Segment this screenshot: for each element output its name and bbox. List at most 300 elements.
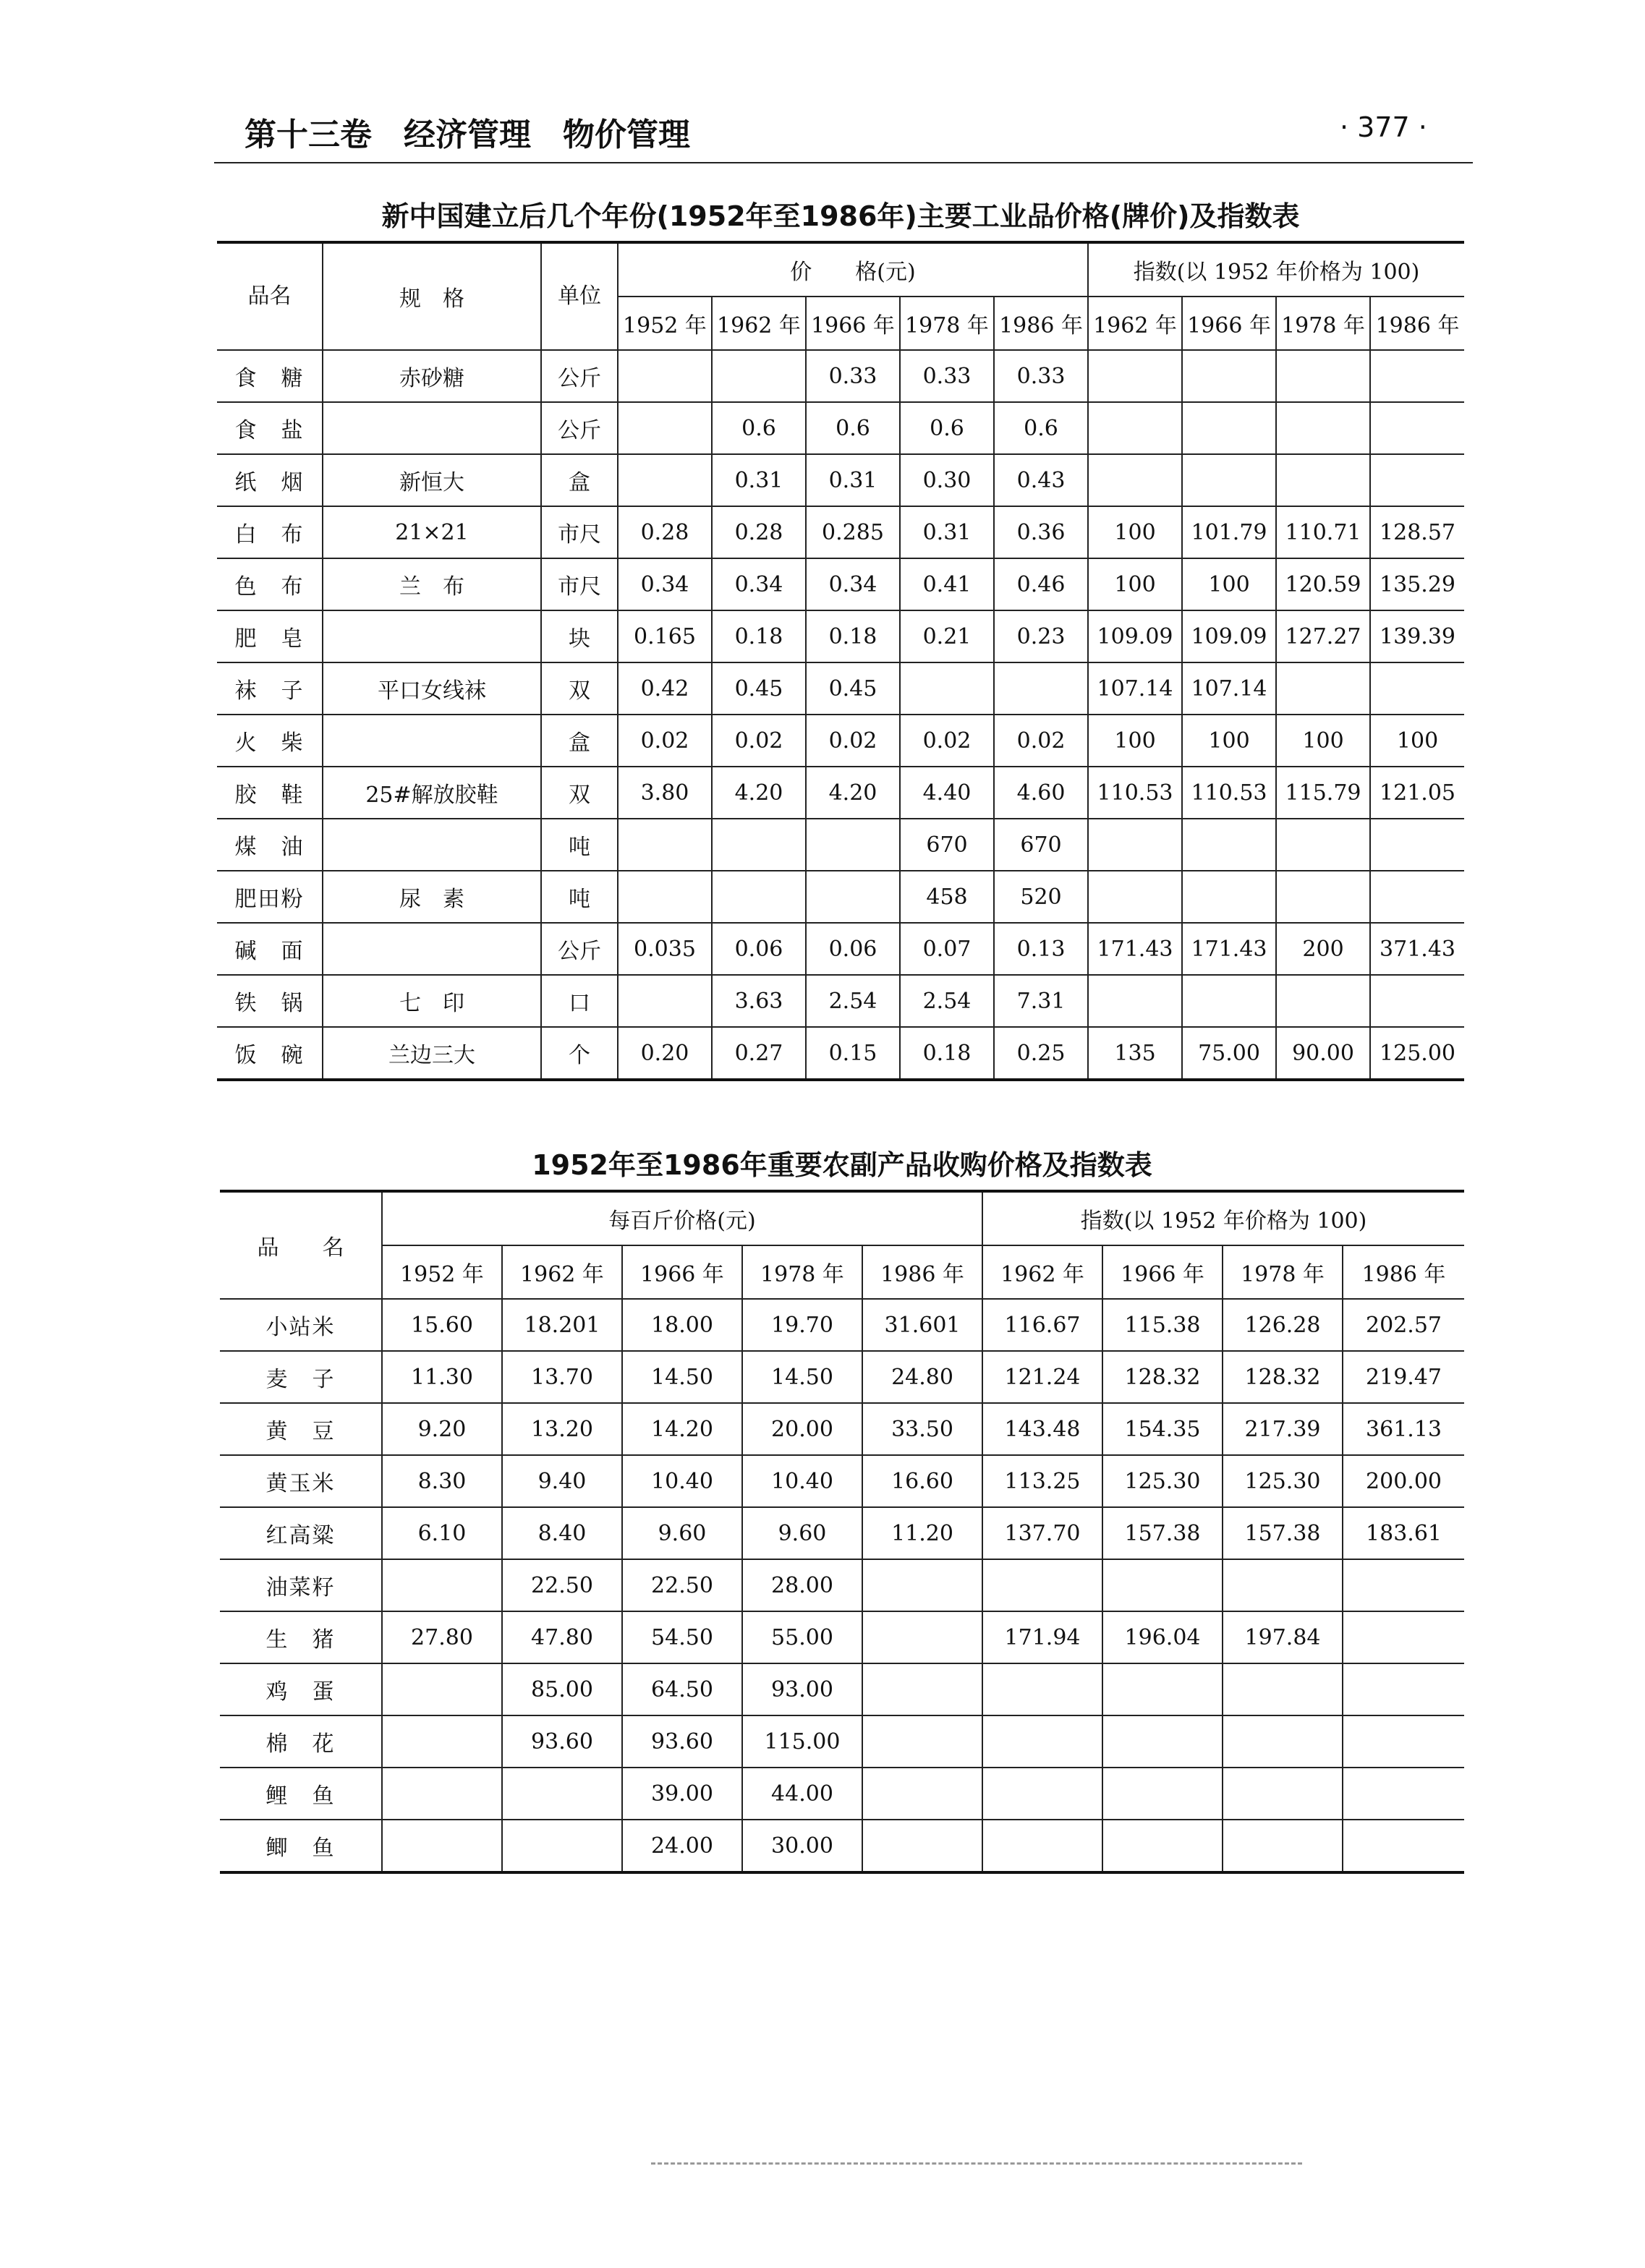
cell-i1986 [1343,1611,1464,1663]
cell-name: 火 柴 [217,715,323,767]
cell-i1966 [1102,1768,1223,1820]
cell-i1962 [982,1559,1102,1611]
cell-i1986: 128.57 [1370,506,1464,558]
cell-i1978: 127.27 [1276,610,1370,662]
cell-p1962 [712,819,806,871]
col-header-index-year: 1966 年 [1102,1245,1223,1299]
cell-p1962: 8.40 [502,1507,622,1559]
cell-name: 纸 烟 [217,454,323,506]
cell-spec: 新恒大 [323,454,541,506]
cell-p1952 [382,1559,502,1611]
cell-p1966: 54.50 [622,1611,742,1663]
cell-spec [323,819,541,871]
cell-p1986: 7.31 [994,975,1088,1027]
cell-i1986: 100 [1370,715,1464,767]
col-header-price-group: 价 格(元) [618,242,1088,297]
cell-p1986: 24.80 [862,1351,982,1403]
cell-p1966: 24.00 [622,1820,742,1872]
cell-i1962: 171.94 [982,1611,1102,1663]
cell-name: 红高粱 [220,1507,382,1559]
cell-unit: 吨 [541,871,618,923]
table-row [220,1559,1464,1611]
cell-i1978: 197.84 [1223,1611,1343,1663]
cell-p1978: 2.54 [900,975,994,1027]
cell-i1978 [1276,662,1370,715]
cell-p1962 [712,871,806,923]
cell-i1978 [1223,1663,1343,1715]
cell-spec: 尿 素 [323,871,541,923]
cell-p1978: 30.00 [742,1820,862,1872]
table-row [220,1299,1464,1351]
cell-name: 黄 豆 [220,1403,382,1455]
table-row [217,454,1464,506]
cell-p1966: 9.60 [622,1507,742,1559]
table-row [220,1663,1464,1715]
cell-p1962: 0.02 [712,715,806,767]
cell-i1986: 121.05 [1370,767,1464,819]
cell-p1986 [862,1663,982,1715]
cell-p1966: 0.33 [806,350,900,402]
cell-i1978 [1223,1820,1343,1872]
cell-p1952: 0.28 [618,506,712,558]
cell-i1962 [1088,454,1182,506]
cell-i1966: 115.38 [1102,1299,1223,1351]
cell-p1962: 0.34 [712,558,806,610]
table-row [220,1611,1464,1663]
cell-i1962 [1088,350,1182,402]
cell-i1986: 219.47 [1343,1351,1464,1403]
cell-i1962 [1088,819,1182,871]
cell-i1986 [1370,819,1464,871]
cell-p1952 [618,402,712,454]
cell-i1962: 109.09 [1088,610,1182,662]
cell-p1986: 11.20 [862,1507,982,1559]
cell-p1952: 8.30 [382,1455,502,1507]
cell-i1986: 361.13 [1343,1403,1464,1455]
cell-i1962: 137.70 [982,1507,1102,1559]
cell-p1978: 20.00 [742,1403,862,1455]
cell-spec [323,610,541,662]
cell-unit: 公斤 [541,350,618,402]
cell-i1986 [1343,1820,1464,1872]
col-header-price-year: 1986 年 [994,297,1088,350]
cell-i1978: 157.38 [1223,1507,1343,1559]
col-header-price-year: 1952 年 [382,1245,502,1299]
cell-spec: 25#解放胶鞋 [323,767,541,819]
cell-p1952: 15.60 [382,1299,502,1351]
page-number: · 377 · [1340,111,1427,143]
cell-i1978 [1276,454,1370,506]
cell-p1962: 0.6 [712,402,806,454]
cell-unit: 盒 [541,715,618,767]
cell-p1986: 4.60 [994,767,1088,819]
cell-i1966 [1102,1715,1223,1768]
cell-i1978: 200 [1276,923,1370,975]
table-row [217,1027,1464,1080]
cell-i1962: 171.43 [1088,923,1182,975]
col-header-name: 品 名 [220,1191,382,1299]
cell-p1952: 27.80 [382,1611,502,1663]
cell-name: 鸡 蛋 [220,1663,382,1715]
cell-i1966 [1182,350,1276,402]
cell-name: 小站米 [220,1299,382,1351]
cell-p1966: 2.54 [806,975,900,1027]
cell-p1978: 0.07 [900,923,994,975]
cell-p1978: 0.41 [900,558,994,610]
cell-i1966: 196.04 [1102,1611,1223,1663]
cell-p1978: 670 [900,819,994,871]
cell-i1986: 183.61 [1343,1507,1464,1559]
cell-i1966 [1182,454,1276,506]
cell-i1986: 371.43 [1370,923,1464,975]
cell-i1978: 110.71 [1276,506,1370,558]
cell-p1952: 0.34 [618,558,712,610]
cell-name: 煤 油 [217,819,323,871]
table-row [220,1715,1464,1768]
cell-p1978: 0.6 [900,402,994,454]
cell-i1978 [1276,350,1370,402]
cell-p1966: 39.00 [622,1768,742,1820]
cell-i1962: 121.24 [982,1351,1102,1403]
cell-name: 食 糖 [217,350,323,402]
cell-p1962: 0.18 [712,610,806,662]
table-row [217,975,1464,1027]
cell-p1952 [618,871,712,923]
col-header-price-year: 1978 年 [742,1245,862,1299]
cell-name: 食 盐 [217,402,323,454]
cell-p1952: 3.80 [618,767,712,819]
cell-i1986 [1370,454,1464,506]
cell-i1978 [1276,819,1370,871]
cell-p1962: 18.201 [502,1299,622,1351]
cell-p1962: 3.63 [712,975,806,1027]
cell-p1952: 9.20 [382,1403,502,1455]
cell-i1978: 100 [1276,715,1370,767]
cell-i1986: 200.00 [1343,1455,1464,1507]
cell-p1978: 28.00 [742,1559,862,1611]
cell-spec: 七 印 [323,975,541,1027]
cell-p1978: 0.18 [900,1027,994,1080]
col-header-price-year: 1962 年 [502,1245,622,1299]
cell-unit: 口 [541,975,618,1027]
table2-header-row-2 [220,1245,1464,1299]
cell-p1986: 31.601 [862,1299,982,1351]
cell-p1966: 93.60 [622,1715,742,1768]
cell-i1986 [1343,1715,1464,1768]
running-header-title: 第十三卷 经济管理 物价管理 [245,116,690,153]
cell-unit: 盒 [541,454,618,506]
cell-p1952 [382,1663,502,1715]
cell-i1966: 110.53 [1182,767,1276,819]
cell-p1978: 0.02 [900,715,994,767]
cell-i1966 [1182,871,1276,923]
col-header-index-group: 指数(以 1952 年价格为 100) [982,1191,1464,1245]
cell-p1952 [618,819,712,871]
col-header-index-group: 指数(以 1952 年价格为 100) [1088,242,1464,297]
table1-header-row-1 [217,242,1464,297]
cell-i1986: 125.00 [1370,1027,1464,1080]
cell-name: 麦 子 [220,1351,382,1403]
cell-spec [323,402,541,454]
cell-p1962: 9.40 [502,1455,622,1507]
cell-i1962: 110.53 [1088,767,1182,819]
cell-name: 白 布 [217,506,323,558]
cell-name: 黄玉米 [220,1455,382,1507]
cell-i1966 [1102,1559,1223,1611]
cell-i1966 [1182,975,1276,1027]
cell-i1962 [1088,871,1182,923]
cell-name: 袜 子 [217,662,323,715]
cell-p1966: 14.20 [622,1403,742,1455]
cell-p1986: 520 [994,871,1088,923]
cell-i1986 [1343,1663,1464,1715]
cell-i1962: 107.14 [1088,662,1182,715]
cell-p1966 [806,871,900,923]
cell-name: 饭 碗 [217,1027,323,1080]
cell-i1978: 115.79 [1276,767,1370,819]
cell-p1978: 0.30 [900,454,994,506]
cell-p1962 [712,350,806,402]
cell-i1966: 107.14 [1182,662,1276,715]
table-row [217,819,1464,871]
col-header-price-group: 每百斤价格(元) [382,1191,982,1245]
scan-artifact-line [651,2162,1302,2165]
col-header-unit: 单位 [541,242,618,350]
cell-p1966: 10.40 [622,1455,742,1507]
cell-p1986: 0.33 [994,350,1088,402]
cell-p1966: 0.285 [806,506,900,558]
cell-p1966: 64.50 [622,1663,742,1715]
cell-p1986 [862,1611,982,1663]
cell-i1978: 126.28 [1223,1299,1343,1351]
cell-i1966: 154.35 [1102,1403,1223,1455]
col-header-price-year: 1978 年 [900,297,994,350]
table2-title: 1952年至1986年重要农副产品收购价格及指数表 [532,1149,1152,1181]
col-header-price-year: 1986 年 [862,1245,982,1299]
cell-name: 肥田粉 [217,871,323,923]
cell-p1986: 670 [994,819,1088,871]
cell-p1986 [862,1768,982,1820]
cell-p1966: 18.00 [622,1299,742,1351]
cell-p1966: 14.50 [622,1351,742,1403]
cell-p1986: 16.60 [862,1455,982,1507]
table-row [220,1403,1464,1455]
table-row [220,1455,1464,1507]
cell-p1978: 55.00 [742,1611,862,1663]
cell-name: 胶 鞋 [217,767,323,819]
table-row [217,923,1464,975]
cell-unit: 公斤 [541,402,618,454]
farm-product-price-table [220,1190,1464,1874]
cell-i1962: 100 [1088,506,1182,558]
cell-spec [323,715,541,767]
header-rule [214,162,1473,163]
cell-p1966: 0.15 [806,1027,900,1080]
cell-name: 生 猪 [220,1611,382,1663]
cell-p1978: 14.50 [742,1351,862,1403]
cell-spec: 21×21 [323,506,541,558]
cell-p1966: 0.6 [806,402,900,454]
col-header-name: 品名 [217,242,323,350]
cell-i1978: 128.32 [1223,1351,1343,1403]
col-header-price-year: 1952 年 [618,297,712,350]
col-header-index-year: 1986 年 [1370,297,1464,350]
cell-i1986 [1370,975,1464,1027]
cell-i1962: 116.67 [982,1299,1102,1351]
cell-name: 棉 花 [220,1715,382,1768]
cell-i1986: 135.29 [1370,558,1464,610]
cell-spec: 兰 布 [323,558,541,610]
table2-header-row-1 [220,1191,1464,1245]
cell-i1978 [1223,1559,1343,1611]
table-row [217,871,1464,923]
cell-i1978: 125.30 [1223,1455,1343,1507]
cell-i1962: 113.25 [982,1455,1102,1507]
table-row [220,1768,1464,1820]
cell-i1962: 143.48 [982,1403,1102,1455]
cell-p1966: 0.31 [806,454,900,506]
cell-i1966: 157.38 [1102,1507,1223,1559]
cell-name: 碱 面 [217,923,323,975]
cell-i1966 [1102,1663,1223,1715]
cell-p1952 [382,1820,502,1872]
cell-p1962: 4.20 [712,767,806,819]
cell-p1978: 0.31 [900,506,994,558]
cell-p1986: 0.43 [994,454,1088,506]
cell-name: 铁 锅 [217,975,323,1027]
cell-i1966 [1182,402,1276,454]
cell-i1966: 125.30 [1102,1455,1223,1507]
col-header-spec: 规 格 [323,242,541,350]
cell-p1962: 0.45 [712,662,806,715]
cell-i1966: 171.43 [1182,923,1276,975]
cell-p1952 [382,1768,502,1820]
cell-p1966: 4.20 [806,767,900,819]
cell-p1978: 10.40 [742,1455,862,1507]
cell-i1986 [1370,350,1464,402]
cell-i1978 [1276,871,1370,923]
cell-p1978: 0.33 [900,350,994,402]
col-header-index-year: 1978 年 [1276,297,1370,350]
cell-p1952: 0.165 [618,610,712,662]
cell-p1978: 44.00 [742,1768,862,1820]
cell-p1962: 0.06 [712,923,806,975]
cell-p1966: 22.50 [622,1559,742,1611]
cell-p1986: 0.02 [994,715,1088,767]
cell-p1986: 0.46 [994,558,1088,610]
table-row [217,350,1464,402]
cell-p1966: 0.34 [806,558,900,610]
cell-unit: 双 [541,662,618,715]
cell-i1986 [1370,871,1464,923]
cell-unit: 块 [541,610,618,662]
cell-p1966: 0.06 [806,923,900,975]
cell-i1986 [1343,1768,1464,1820]
cell-p1952 [382,1715,502,1768]
cell-i1978: 90.00 [1276,1027,1370,1080]
cell-i1966: 101.79 [1182,506,1276,558]
cell-spec: 平口女线袜 [323,662,541,715]
cell-i1962: 135 [1088,1027,1182,1080]
cell-p1952: 11.30 [382,1351,502,1403]
cell-i1962 [1088,975,1182,1027]
col-header-index-year: 1966 年 [1182,297,1276,350]
cell-i1978 [1276,975,1370,1027]
cell-p1966 [806,819,900,871]
cell-p1966: 0.45 [806,662,900,715]
cell-name: 肥 皂 [217,610,323,662]
cell-i1966 [1182,819,1276,871]
col-header-price-year: 1966 年 [622,1245,742,1299]
cell-unit: 个 [541,1027,618,1080]
cell-i1978: 217.39 [1223,1403,1343,1455]
cell-i1978 [1223,1715,1343,1768]
cell-i1986: 202.57 [1343,1299,1464,1351]
cell-p1962: 13.20 [502,1403,622,1455]
cell-p1962: 85.00 [502,1663,622,1715]
cell-unit: 市尺 [541,506,618,558]
cell-i1966: 128.32 [1102,1351,1223,1403]
cell-i1966: 75.00 [1182,1027,1276,1080]
cell-i1962 [1088,402,1182,454]
cell-p1978 [900,662,994,715]
cell-unit: 市尺 [541,558,618,610]
cell-i1986 [1370,402,1464,454]
table-row [220,1820,1464,1872]
table-row [217,402,1464,454]
cell-p1986: 0.36 [994,506,1088,558]
cell-unit: 吨 [541,819,618,871]
cell-p1978: 19.70 [742,1299,862,1351]
cell-spec: 赤砂糖 [323,350,541,402]
cell-p1952 [618,350,712,402]
cell-i1962 [982,1820,1102,1872]
cell-i1962: 100 [1088,558,1182,610]
col-header-price-year: 1962 年 [712,297,806,350]
cell-p1986 [862,1559,982,1611]
cell-p1952 [618,975,712,1027]
cell-i1978 [1223,1768,1343,1820]
cell-spec: 兰边三大 [323,1027,541,1080]
cell-p1978: 0.21 [900,610,994,662]
cell-p1986 [862,1820,982,1872]
cell-p1986 [994,662,1088,715]
col-header-index-year: 1986 年 [1343,1245,1464,1299]
cell-spec [323,923,541,975]
col-header-price-year: 1966 年 [806,297,900,350]
cell-name: 鲤 鱼 [220,1768,382,1820]
cell-p1962: 13.70 [502,1351,622,1403]
cell-p1962 [502,1820,622,1872]
cell-i1966: 100 [1182,558,1276,610]
cell-p1986: 33.50 [862,1403,982,1455]
cell-p1962: 0.31 [712,454,806,506]
cell-name: 鲫 鱼 [220,1820,382,1872]
cell-i1986 [1343,1559,1464,1611]
cell-p1986: 0.23 [994,610,1088,662]
cell-p1952: 0.42 [618,662,712,715]
cell-p1978: 9.60 [742,1507,862,1559]
cell-i1978 [1276,402,1370,454]
cell-p1986: 0.13 [994,923,1088,975]
cell-name: 色 布 [217,558,323,610]
cell-i1986 [1370,662,1464,715]
table-row [217,558,1464,610]
col-header-index-year: 1962 年 [1088,297,1182,350]
cell-i1966: 109.09 [1182,610,1276,662]
table1-title: 新中国建立后几个年份(1952年至1986年)主要工业品价格(牌价)及指数表 [381,200,1300,232]
cell-p1952: 0.035 [618,923,712,975]
